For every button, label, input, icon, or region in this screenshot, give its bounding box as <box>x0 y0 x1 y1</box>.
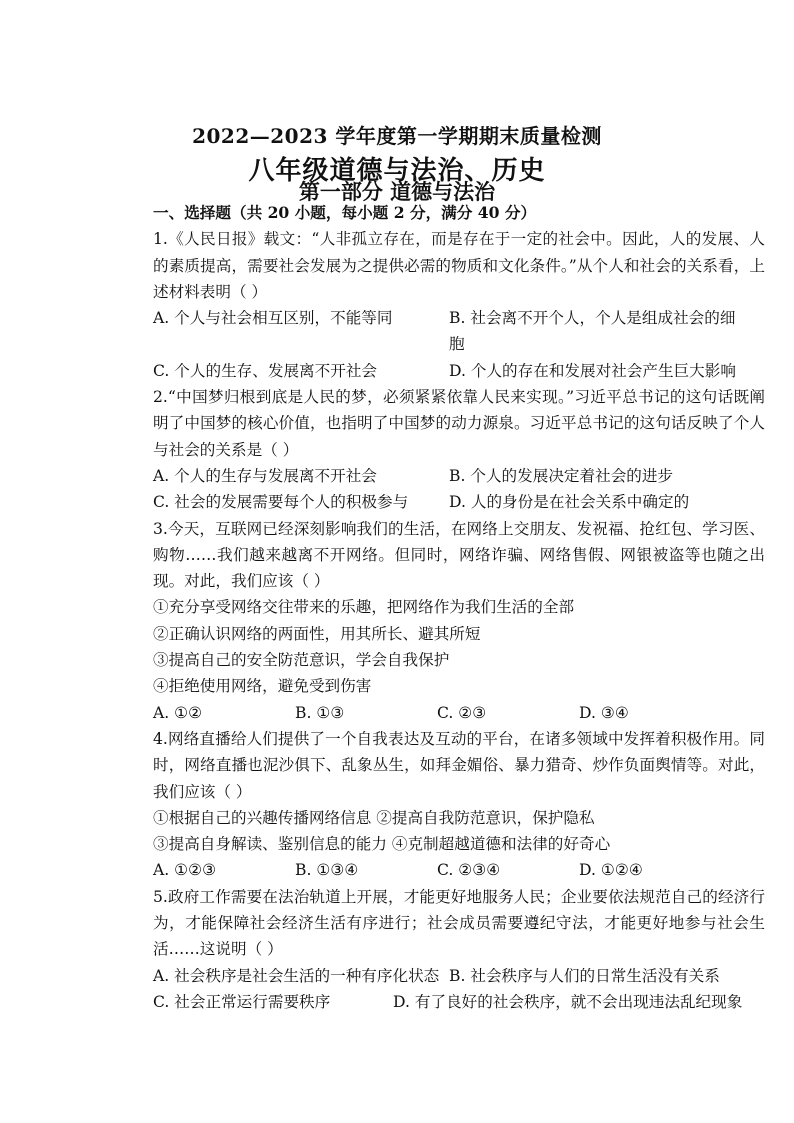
option-row <box>153 463 765 489</box>
option-a: A. 社会秩序是社会生活的一种有序化状态 <box>153 966 440 985</box>
question-5 <box>153 884 765 1015</box>
option-row <box>153 963 765 989</box>
option-a: A. ①②③ <box>153 861 217 880</box>
option-row <box>153 489 765 515</box>
option-c: C. 社会的发展需要每个人的积极参与 <box>153 493 409 512</box>
option-a: A. 个人的生存与发展离不开社会 <box>153 466 377 485</box>
option-b: B. 个人的发展决定着社会的进步 <box>449 466 674 485</box>
question-stem: 3.今天，互联网已经深刻影响我们的生活，在网络上交朋友、发祝福、抢红包、学习医、购物……我们越来越离不开网络。但同时，网络诈骗、网络售假、网银被盗等也随之出现。对此，我们应该（ ） <box>153 519 765 591</box>
question-stem: 2.“中国梦归根到底是人民的梦，必须紧紧依靠人民来实现。”习近平总书记的这句话既阐明了中国梦的核心价值，也指明了中国梦的动力源泉。习近平总书记的这句话反映了个人与社会的关系是（ ） <box>153 388 765 459</box>
option-a: A. 个人与社会相互区别，不能等同 <box>153 309 393 328</box>
statement: ②正确认识网络的两面性，用其所长、避其所短 <box>153 624 481 643</box>
option-b: B. 社会离不开个人，个人是组成社会的细胞 <box>449 309 736 354</box>
option-d: D. ①②④ <box>579 861 643 880</box>
exam-content <box>153 200 765 1015</box>
exam-title: 2022—2023 学年度第一学期期末质量检测 <box>192 124 602 148</box>
option-b: B. ①③ <box>295 703 345 722</box>
question-stem: 4.网络直播给人们提供了一个自我表达及互动的平台，在诸多领域中发挥着积极作用。同时，网络直播也泥沙俱下、乱象丛生，如拜金媚俗、暴力猎奇、炒作负面舆情等。对此，我们应该（ ） <box>153 729 765 801</box>
question-stem: 5.政府工作需要在法治轨道上开展，才能更好地服务人民；企业要依法规范自己的经济行为，才能保障社会经济生活有序进行；社会成员需要遵纪守法，才能更好地参与社会生活……这说明（ ） <box>153 887 765 959</box>
question-1 <box>153 226 765 384</box>
statement: ①充分享受网络交往带来的乐趣，把网络作为我们生活的全部 <box>153 598 575 617</box>
part-title: 第一部分 道德与法治 <box>298 179 496 204</box>
option-c: C. ②③④ <box>437 861 501 880</box>
option-a: A. ①② <box>153 703 203 722</box>
question-stem: 1.《人民日报》载文：“人非孤立存在，而是存在于一定的社会中。因此，人的发展、人的素质提高，需要社会发展为之提供必需的物质和文化条件。”从个人和社会的关系看，上述材料表明（ ） <box>153 230 765 301</box>
section-heading: 一、选择题（共 20 小题，每小题 2 分，满分 40 分） <box>153 203 537 222</box>
option-d: D. 个人的存在和发展对社会产生巨大影响 <box>449 361 736 380</box>
option-d: D. 人的身份是在社会关系中确定的 <box>449 493 690 512</box>
statement: ③提高自己的安全防范意识，学会自我保护 <box>153 651 450 670</box>
option-c: C. 社会正常运行需要秩序 <box>153 992 331 1011</box>
statement: ③提高自身解读、鉴别信息的能力 ④克制超越道德和法律的好奇心 <box>153 835 611 854</box>
option-row <box>153 700 765 726</box>
option-d: D. 有了良好的社会秩序，就不会出现违法乱纪现象 <box>393 992 743 1011</box>
exam-subtitle: 八年级道德与法治、历史 <box>248 156 546 186</box>
question-3 <box>153 516 765 726</box>
option-d: D. ③④ <box>579 703 629 722</box>
option-row <box>153 305 765 358</box>
option-row <box>153 358 765 384</box>
statement: ①根据自己的兴趣传播网络信息 ②提高自我防范意识，保护隐私 <box>153 808 595 827</box>
option-c: C. ②③ <box>437 703 487 722</box>
option-row <box>153 857 765 883</box>
option-b: B. ①③④ <box>295 861 359 880</box>
option-c: C. 个人的生存、发展离不开社会 <box>153 361 378 380</box>
option-b: B. 社会秩序与人们的日常生活没有关系 <box>449 966 720 985</box>
question-4 <box>153 726 765 884</box>
option-row <box>153 989 765 1015</box>
question-2 <box>153 384 765 515</box>
statement: ④拒绝使用网络，避免受到伤害 <box>153 677 372 696</box>
